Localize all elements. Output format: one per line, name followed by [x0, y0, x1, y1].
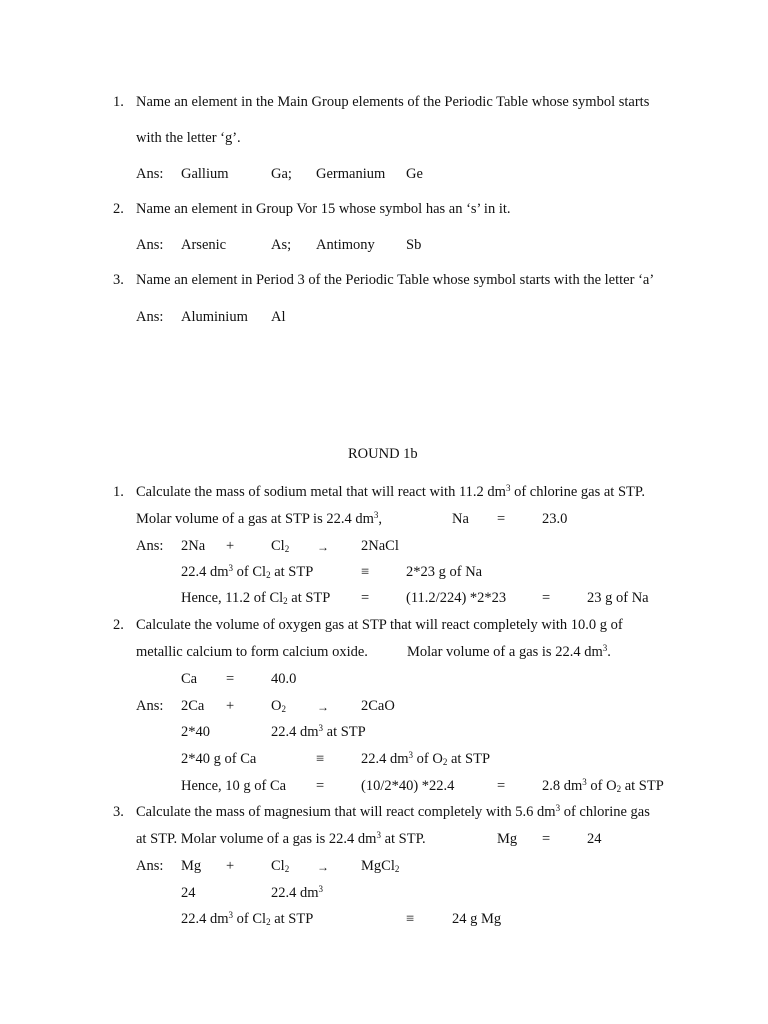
b-q3-text-line1: Calculate the mass of magnesium that will react completely with 5.6 $dm^3$ of chlorine gas — [136, 803, 650, 820]
b-q3-step1-left: 22.4 $dm^3$ of $Cl_2$ at STP — [181, 910, 314, 927]
b-q1-reactant-2: $Cl_2$ — [271, 538, 290, 554]
b-q2-step1-left: 2*40 g of Ca — [181, 751, 257, 767]
b-q2-step2-calc: (10/2*40) *22.4 — [361, 778, 455, 794]
a-q1-answer-3: Germanium — [316, 166, 386, 182]
b-q3-mass-left: 24 — [181, 885, 196, 901]
b-q1-step1-right: 2*23 g of Na — [406, 564, 483, 580]
b-q2-text-line2: metallic calcium to form calcium oxide. — [136, 644, 368, 660]
b-q3-given-element: Mg — [497, 831, 518, 847]
b-q2-step2-equals-2: = — [497, 778, 506, 794]
b-q3-number: 3. — [113, 804, 124, 820]
b-q1-step2-equals-2: = — [542, 590, 551, 606]
reaction-arrow-icon: → — [317, 860, 329, 874]
a-q2-ans-label: Ans: — [136, 237, 164, 253]
b-q1-given-element: Na — [452, 511, 469, 527]
b-q3-reactant-1: Mg — [181, 858, 202, 874]
a-q2-answer-1: Arsenic — [181, 237, 227, 253]
b-q1-step2-equals: = — [361, 590, 370, 606]
a-q3-number: 3. — [113, 272, 124, 288]
b-q3-mass-right: 22.4 $dm^3$ — [271, 884, 324, 901]
b-q1-ans-label: Ans: — [136, 538, 164, 554]
b-q1-text-line1: Calculate the mass of sodium metal that will react with 11.2 $dm^3$ of chlorine gas at STP. — [136, 483, 645, 500]
a-q3-text-line1: Name an element in Period 3 of the Periodic Table whose symbol starts with the letter ‘a’ — [136, 272, 655, 288]
b-q2-step2-result: 2.8 $dm^3$ of $O_2$ at STP — [542, 777, 664, 794]
a-q1-answer-4: Ge — [406, 166, 423, 182]
b-q1-step2-left: Hence, 11.2 of $Cl_2$ at STP — [181, 590, 331, 606]
a-q1-answer-2: Ga; — [271, 166, 292, 182]
b-q2-molar-volume: Molar volume of a gas is 22.4 $dm^3$. — [407, 643, 611, 660]
a-q1-ans-label: Ans: — [136, 166, 164, 182]
a-q3-answer-2: Al — [271, 309, 286, 325]
b-q2-mass-left: 2*40 — [181, 724, 210, 740]
b-q2-plus: + — [226, 698, 235, 714]
b-q3-plus: + — [226, 858, 235, 874]
b-q1-step1-equiv: ≡ — [361, 564, 370, 580]
b-q2-step1-right: 22.4 $dm^3$ of $O_2$ at STP — [361, 750, 491, 767]
a-q2-number: 2. — [113, 201, 124, 217]
b-q3-step1-right: 24 g Mg — [452, 911, 502, 927]
b-q3-given-value: 24 — [587, 831, 602, 847]
b-q1-text-line2: Molar volume of a gas at STP is 22.4 $dm^3$, — [136, 510, 383, 527]
b-q2-step2-left: Hence, 10 g of Ca — [181, 778, 287, 794]
reaction-arrow-icon: → — [317, 700, 329, 714]
b-q2-mass-right: 22.4 $dm^3$ at STP — [271, 723, 366, 740]
a-q2-answer-4: Sb — [406, 237, 422, 253]
b-q2-given-value: 40.0 — [271, 671, 297, 687]
a-q2-text-line1: Name an element in Group Vor 15 whose symbol has an ‘s’ in it. — [136, 201, 511, 217]
b-q1-product: 2NaCl — [361, 538, 399, 554]
a-q2-answer-3: Antimony — [316, 237, 375, 253]
a-q3-answer-1: Aluminium — [181, 309, 248, 325]
a-q3-ans-label: Ans: — [136, 309, 164, 325]
b-q1-step1-left: 22.4 $dm^3$ of $Cl_2$ at STP — [181, 563, 314, 580]
b-q2-number: 2. — [113, 617, 124, 633]
b-q1-step2-calc: (11.2/224) *2*23 — [406, 590, 507, 606]
b-q3-step1-equiv: ≡ — [406, 911, 415, 927]
a-q1-text-line2: with the letter ‘g’. — [136, 130, 241, 146]
a-q1-answer-1: Gallium — [181, 166, 229, 182]
b-q2-ans-label: Ans: — [136, 698, 164, 714]
b-q3-product: MgCl$_2$ — [361, 858, 400, 874]
b-q1-number: 1. — [113, 484, 124, 500]
b-q2-text-line1: Calculate the volume of oxygen gas at STP that will react completely with 10.0 g of — [136, 617, 623, 633]
b-q2-reactant-2: $O_2$ — [271, 698, 286, 714]
a-q1-text-line1: Name an element in the Main Group elements of the Periodic Table whose symbol starts — [136, 94, 650, 110]
b-q3-given-equals: = — [542, 831, 551, 847]
b-q3-text-line2: at STP. Molar volume of a gas is 22.4 $dm^3$ at STP. — [136, 830, 426, 847]
reaction-arrow-icon: → — [317, 540, 329, 554]
b-q1-given-value: 23.0 — [542, 511, 568, 527]
round-title: ROUND 1b — [348, 446, 418, 462]
b-q1-reactant-1: 2Na — [181, 538, 206, 554]
b-q3-ans-label: Ans: — [136, 858, 164, 874]
b-q2-given-element: Ca — [181, 671, 198, 687]
b-q1-given-equals: = — [497, 511, 506, 527]
b-q2-reactant-1: 2Ca — [181, 698, 205, 714]
b-q3-reactant-2: $Cl_2$ — [271, 858, 290, 874]
a-q1-number: 1. — [113, 94, 124, 110]
b-q2-step2-equals: = — [316, 778, 325, 794]
b-q2-step1-equiv: ≡ — [316, 751, 325, 767]
b-q1-plus: + — [226, 538, 235, 554]
b-q2-given-equals: = — [226, 671, 235, 687]
b-q1-step2-result: 23 g of Na — [587, 590, 649, 606]
a-q2-answer-2: As; — [271, 237, 292, 253]
b-q2-product: 2CaO — [361, 698, 395, 714]
